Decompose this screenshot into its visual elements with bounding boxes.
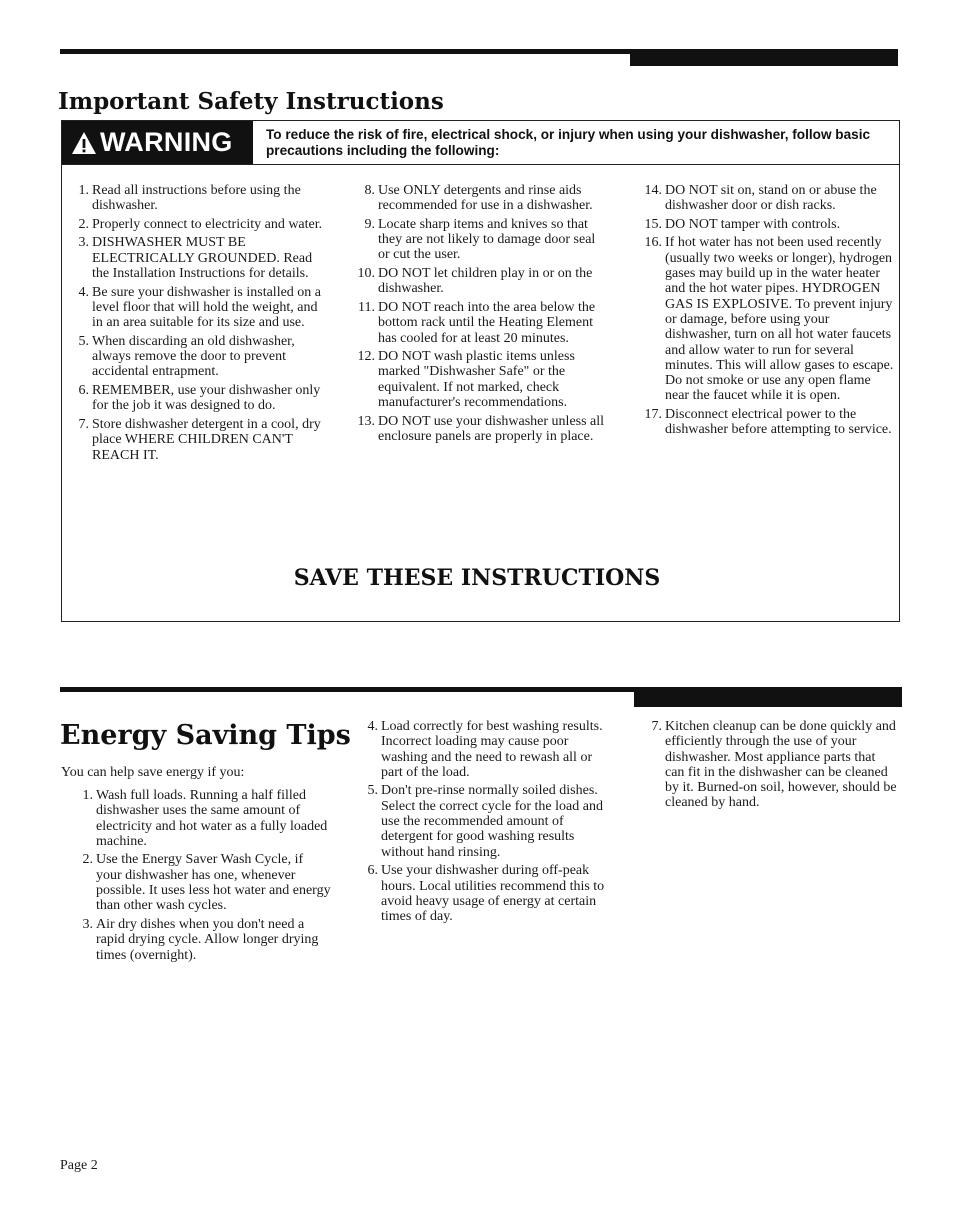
item-number: 1. <box>78 183 89 198</box>
item-number: 6. <box>367 863 378 879</box>
safety-heading: Important Safety Instructions <box>58 88 444 115</box>
list-item <box>644 216 897 232</box>
item-number: 13. <box>357 413 375 429</box>
item-text: Locate sharp items and knives so that they are not likely to damage door seal or cut the user. <box>378 216 596 263</box>
item-text: Properly connect to electricity and water. <box>92 216 323 232</box>
energy-column-3 <box>651 719 897 814</box>
item-number: 14. <box>644 183 662 198</box>
item-text: Use ONLY detergents and rinse aids recommended for use in a dishwasher. <box>378 183 593 214</box>
energy-column-2 <box>367 719 613 928</box>
list-item <box>78 216 324 232</box>
item-text: DO NOT let children play in or on the dishwasher. <box>378 266 593 297</box>
warning-badge <box>62 121 253 164</box>
list-item <box>644 407 897 438</box>
item-text: When discarding an old dishwasher, always remove the door to prevent accidental entrapment. <box>92 333 295 380</box>
item-number: 8. <box>364 183 375 198</box>
item-number: 4. <box>78 284 89 300</box>
item-text: Wash full loads. Running a half filled dishwasher uses the same amount of electricity and hot water as a fully loaded machine. <box>96 788 328 849</box>
item-text: Load correctly for best washing results. Incorrect loading may cause poor washing and the need to rewash all or part of the load. <box>381 719 603 780</box>
list-item <box>357 266 610 297</box>
item-text: REMEMBER, use your dishwasher only for the job it was designed to do. <box>92 383 321 414</box>
warning-divider <box>62 164 900 165</box>
item-number: 1. <box>82 788 93 803</box>
item-number: 3. <box>78 235 89 251</box>
list-item <box>367 863 613 925</box>
item-text: Be sure your dishwasher is installed on a level floor that will hold the weight, and in an area suitable for its size and use. <box>92 284 322 331</box>
item-number: 2. <box>82 852 93 868</box>
item-text: Use your dishwasher during off-peak hours. Local utilities recommend this to avoid heavy usage of energy at certain times of day. <box>381 863 605 925</box>
safety-column-1 <box>78 183 324 466</box>
item-text: Read all instructions before using the dishwasher. <box>92 183 301 214</box>
safety-column-3 <box>644 183 897 441</box>
list-item <box>82 788 332 849</box>
item-text: Don't pre-rinse normally soiled dishes. Select the correct cycle for the load and use the recommended amount of detergent for good washing results without hand rinsing. <box>381 783 603 860</box>
item-number: 2. <box>78 216 89 232</box>
item-number: 5. <box>367 783 378 799</box>
item-number: 6. <box>78 383 89 399</box>
list-item <box>78 284 324 331</box>
save-instructions: SAVE THESE INSTRUCTIONS <box>293 565 661 591</box>
list-item <box>364 216 610 263</box>
safety-column-2 <box>357 183 610 448</box>
item-text: Disconnect electrical power to the dishwasher before attempting to service. <box>665 407 892 438</box>
list-item <box>651 719 897 811</box>
item-text: Use the Energy Saver Wash Cycle, if your dishwasher has one, whenever possible. It uses less hot water and energy than other wash cycles. <box>96 852 331 914</box>
item-number: 15. <box>644 216 662 232</box>
list-item <box>78 383 324 414</box>
item-text: DO NOT tamper with controls. <box>665 216 841 232</box>
list-item <box>358 299 610 346</box>
list-item <box>357 349 610 411</box>
energy-heading: Energy Saving Tips <box>60 720 351 751</box>
item-text: DISHWASHER MUST BE ELECTRICALLY GROUNDED. Read the Installation Instructions for details. <box>92 235 313 282</box>
top-rule <box>60 49 630 54</box>
energy-column-1 <box>82 788 332 966</box>
list-item <box>367 783 613 860</box>
warning-label: WARNING <box>100 127 233 157</box>
energy-rule <box>60 687 634 692</box>
list-item <box>357 413 610 445</box>
item-number: 17. <box>644 407 662 423</box>
item-number: 7. <box>78 416 89 432</box>
list-item <box>78 183 324 214</box>
item-number: 16. <box>644 235 662 251</box>
item-text: Kitchen cleanup can be done quickly and efficiently through the use of your dishwasher. Most appliance parts that can fit in the dishwasher can be cleaned by it. Burned-on soil, however, should be cleaned by hand. <box>665 719 897 811</box>
warning-text: To reduce the risk of fire, electrical shock, or injury when using your dishwasher, follow basic precautions including the following: <box>266 127 871 158</box>
item-text: DO NOT wash plastic items unless marked "Dishwasher Safe" or the equivalent. If not marked, check manufacturer's recommendations. <box>378 349 575 411</box>
item-text: DO NOT sit on, stand on or abuse the dishwasher door or dish racks. <box>665 183 877 214</box>
list-item <box>82 916 332 963</box>
item-number: 10. <box>357 266 375 282</box>
item-number: 12. <box>357 349 375 365</box>
item-text: DO NOT reach into the area below the bottom rack until the Heating Element has cooled for at least 20 minutes. <box>378 299 596 346</box>
item-number: 5. <box>78 333 89 349</box>
list-item <box>367 719 613 780</box>
item-number: 11. <box>358 299 375 315</box>
list-item <box>364 183 610 214</box>
list-item <box>644 235 897 404</box>
list-item <box>78 333 324 380</box>
item-number: 4. <box>367 719 378 734</box>
item-text: Store dishwasher detergent in a cool, dry place WHERE CHILDREN CAN'T REACH IT. <box>92 416 321 463</box>
item-text: Air dry dishes when you don't need a rapid drying cycle. Allow longer drying times (overnight). <box>96 916 319 963</box>
page-number: Page 2 <box>60 1158 98 1173</box>
item-text: If hot water has not been used recently (usually two weeks or longer), hydrogen gases may build up in the water heater and the hot water pipes. HYDROGEN GAS IS EXPLOSIVE. To prevent injury or damage, before using your dishwasher, turn on all hot water faucets and allow water to run for several minutes. This will allow gases to escape. Do not smoke or use any open flame near the faucet while it is open. <box>665 235 894 404</box>
item-number: 3. <box>82 916 93 932</box>
list-item <box>82 852 332 914</box>
item-text: DO NOT use your dishwasher unless all enclosure panels are properly in place. <box>378 413 605 444</box>
item-number: 9. <box>364 216 375 232</box>
top-rule-block <box>630 49 898 66</box>
item-number: 7. <box>651 719 662 734</box>
list-item <box>644 183 897 214</box>
energy-intro: You can help save energy if you: <box>61 765 245 780</box>
energy-rule-block <box>634 687 902 707</box>
warning-triangle-icon <box>71 131 97 155</box>
list-item <box>78 235 324 282</box>
list-item <box>78 416 324 463</box>
